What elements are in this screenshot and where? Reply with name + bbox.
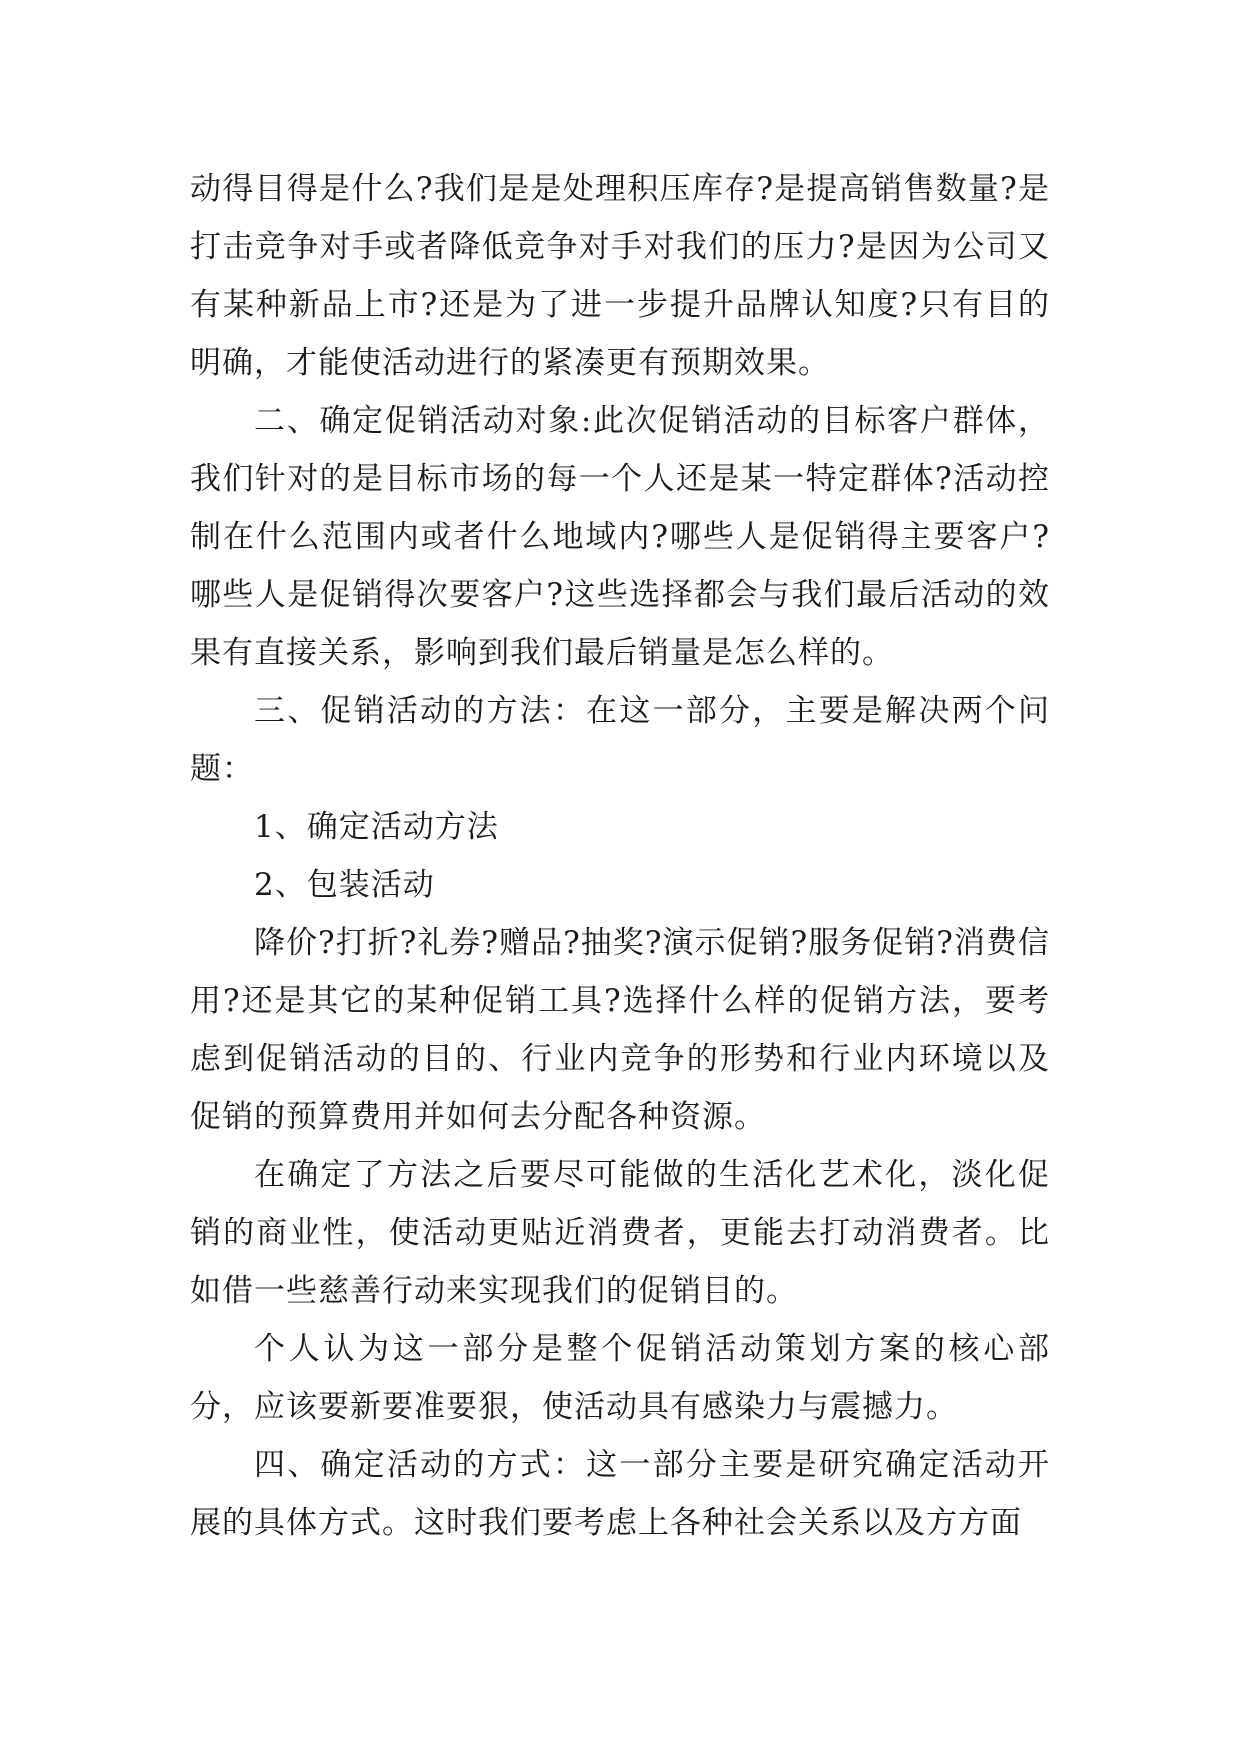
paragraph: 降价?打折?礼券?赠品?抽奖?演示促销?服务促销?消费信用?还是其它的某种促销工具?选择什么样的促销方法，要考虑到促销活动的目的、行业内竞争的形势和行业内环境以及促销的预算费用并如何去分配各种资源。 bbox=[190, 925, 1050, 1135]
paragraph: 动得目得是什么?我们是是处理积压库存?是提高销售数量?是打击竞争对手或者降低竞争对手对我们的压力?是因为公司又有某种新品上市?还是为了进一步提升品牌认知度?只有目的明确，才能使活动进行的紧凑更有预期效果。 bbox=[190, 171, 1050, 381]
document-body bbox=[190, 160, 1050, 1552]
paragraph: 个人认为这一部分是整个促销活动策划方案的核心部分，应该要新要准要狠，使活动具有感染力与震撼力。 bbox=[190, 1331, 1050, 1425]
paragraph: 四、确定活动的方式：这一部分主要是研究确定活动开展的具体方式。这时我们要考虑上各种社会关系以及方方面 bbox=[190, 1447, 1050, 1541]
paragraph: 二、确定促销活动对象:此次促销活动的目标客户群体，我们针对的是目标市场的每一个人还是某一特定群体?活动控制在什么范围内或者什么地域内?哪些人是促销得主要客户?哪些人是促销得次要客户?这些选择都会与我们最后活动的效果有直接关系，影响到我们最后销量是怎么样的。 bbox=[190, 403, 1050, 671]
list-item: 1、确定活动方法 bbox=[254, 809, 499, 845]
paragraph: 三、促销活动的方法：在这一部分，主要是解决两个问题： bbox=[190, 693, 1050, 787]
paragraph: 在确定了方法之后要尽可能做的生活化艺术化，淡化促销的商业性，使活动更贴近消费者，更能去打动消费者。比如借一些慈善行动来实现我们的促销目的。 bbox=[190, 1157, 1050, 1309]
list-item: 2、包装活动 bbox=[254, 867, 435, 903]
